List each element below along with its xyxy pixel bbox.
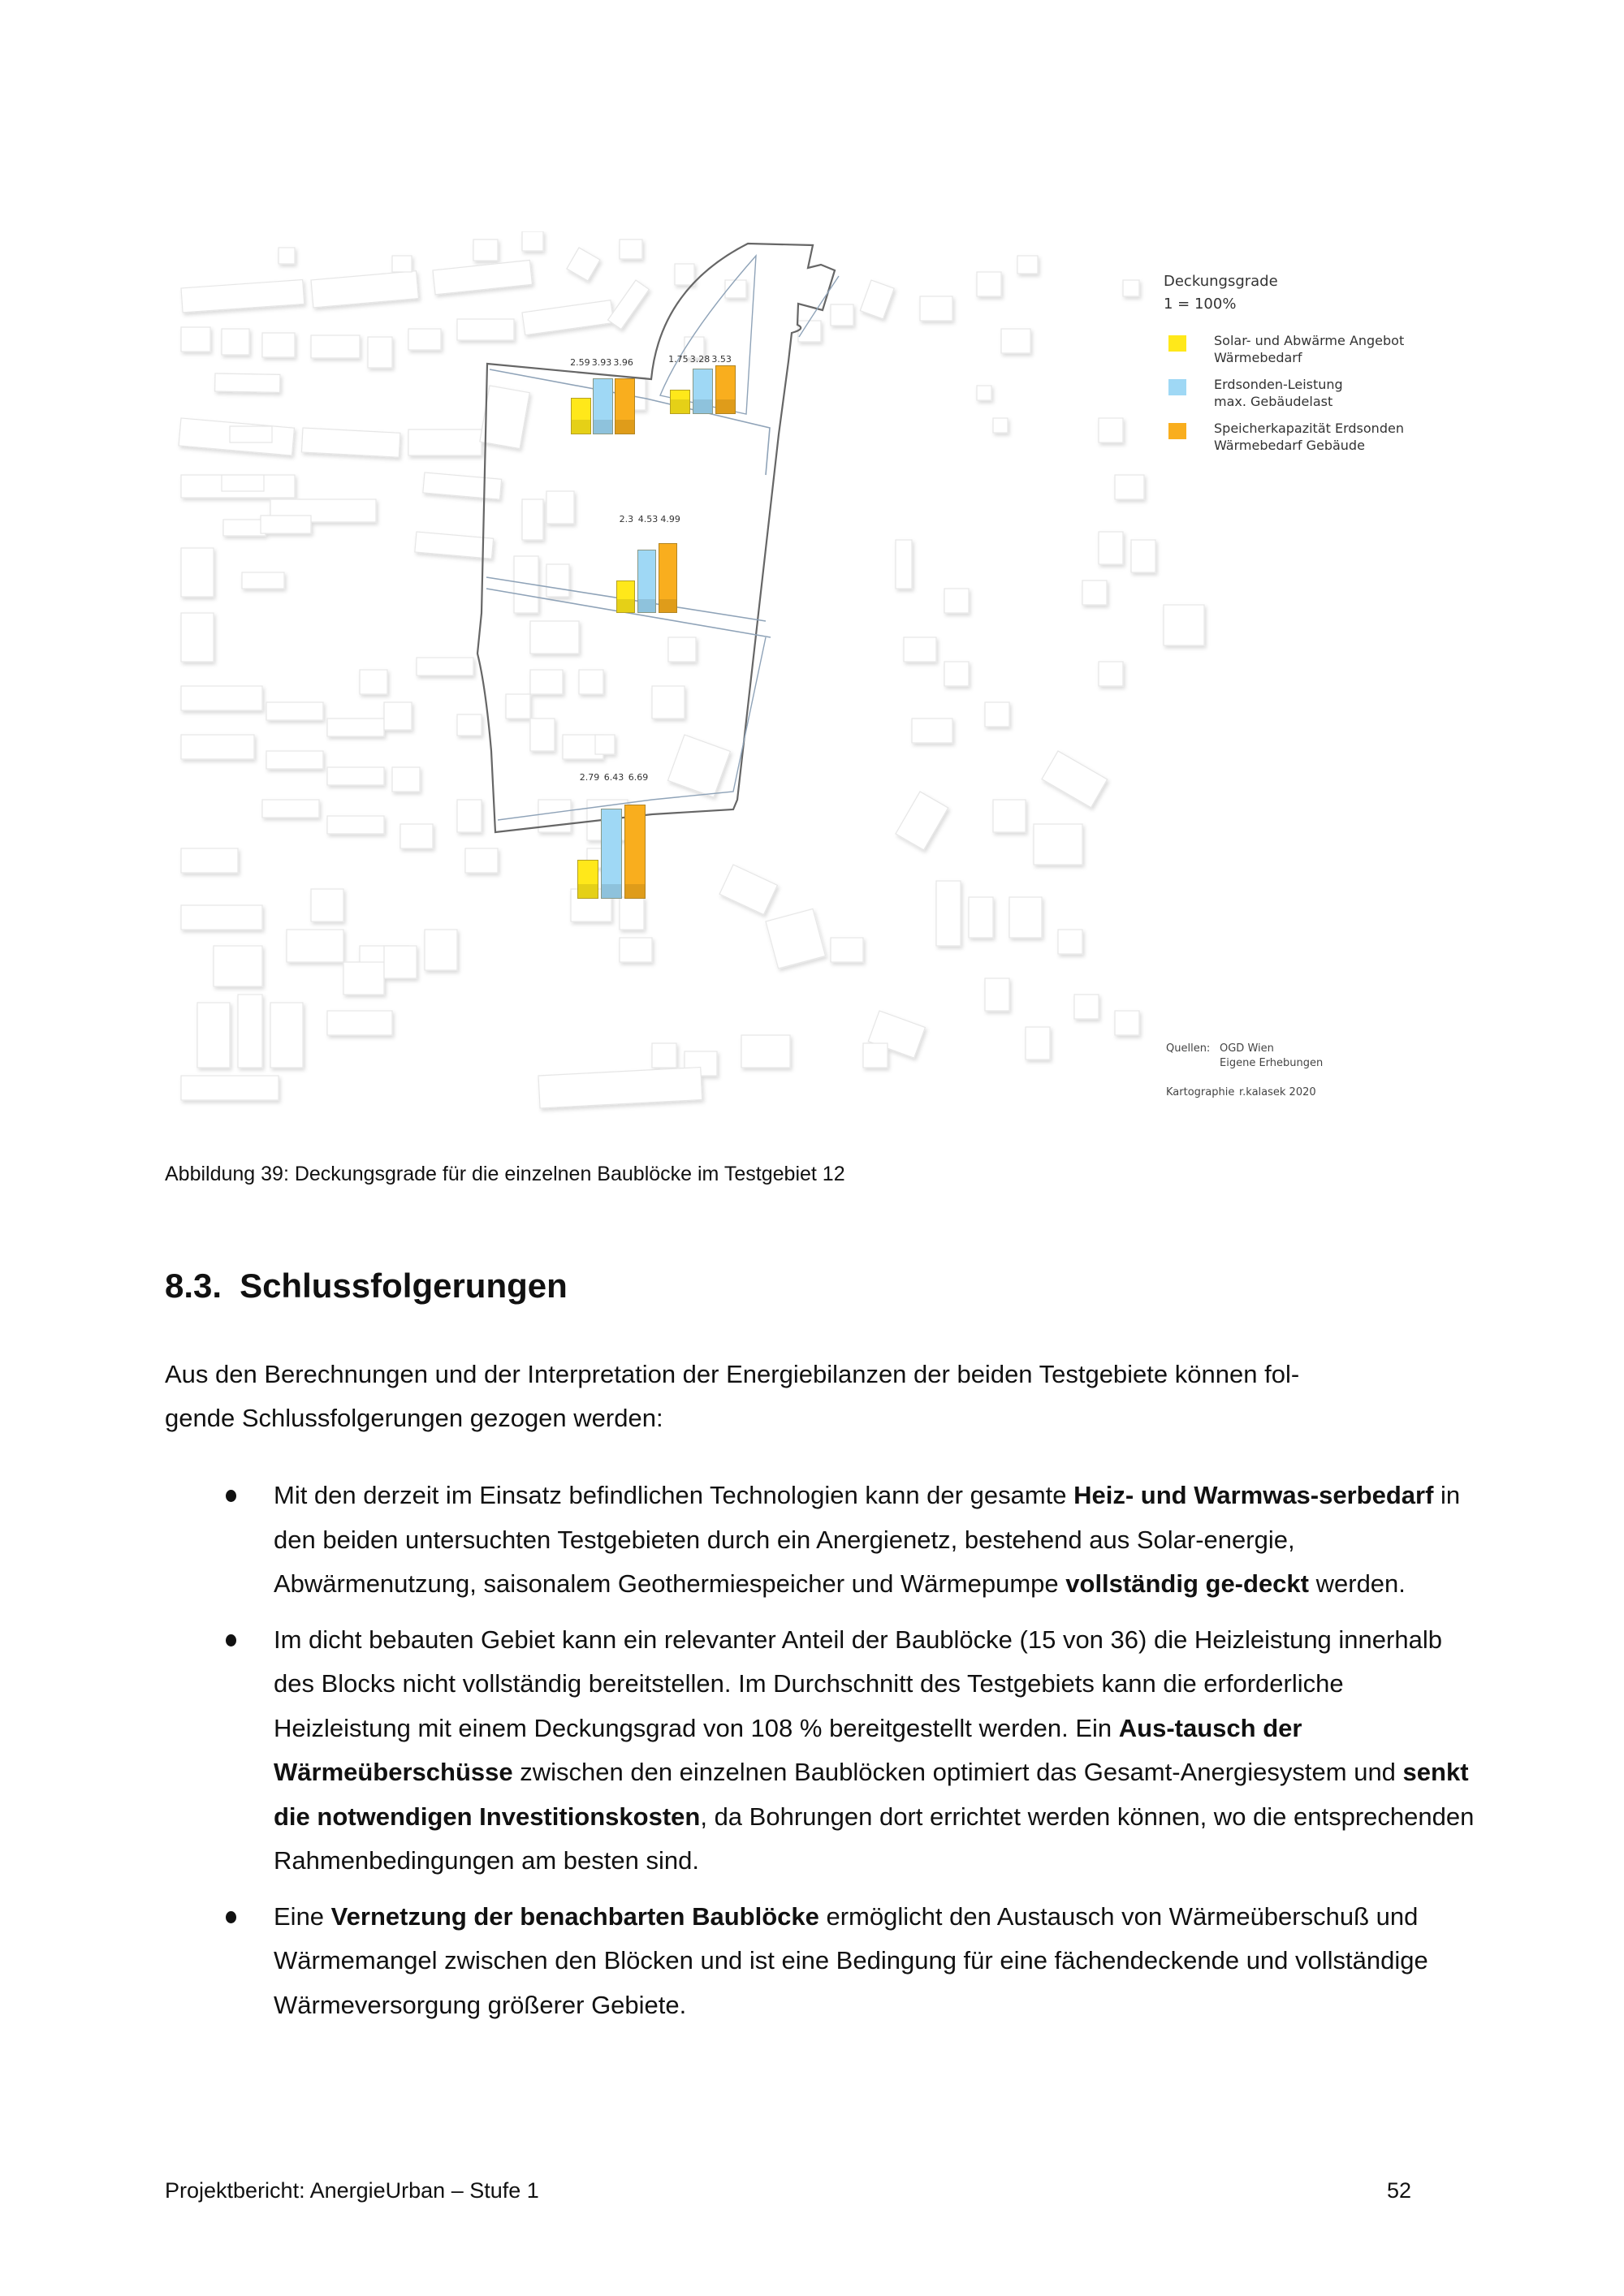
legend-label: Wärmebedarf bbox=[1214, 350, 1302, 365]
bar-speicher bbox=[715, 365, 736, 414]
bar-erdsonden bbox=[593, 378, 613, 434]
text-run: , da Bohrungen dort errichtet werden können, wo die entsprechenden Rahmenbedingungen am besten sind. bbox=[274, 1802, 1475, 1875]
figure-caption: Abbildung 39: Deckungsgrade für die einzelnen Baublöcke im Testgebiet 12 bbox=[165, 1163, 845, 1185]
legend-swatch-yellow bbox=[1168, 335, 1186, 352]
text-run: werden. bbox=[1309, 1569, 1406, 1598]
bar-solar bbox=[616, 580, 635, 613]
list-item bbox=[165, 1895, 1480, 2028]
text-run: zwischen den einzelnen Baublöcken optimiert das Gesamt-Anergiesystem und bbox=[512, 1758, 1403, 1786]
bullet-icon bbox=[226, 1911, 236, 1923]
bar-group-block-south bbox=[577, 772, 649, 899]
bullet-icon bbox=[226, 1634, 236, 1646]
intro-paragraph bbox=[165, 1353, 1464, 1440]
sources-line1: OGD Wien bbox=[1220, 1042, 1274, 1055]
intro-line: gende Schlussfolgerungen gezogen werden: bbox=[165, 1404, 663, 1432]
legend-swatch-orange bbox=[1168, 423, 1186, 439]
kartographie-label: Kartographie bbox=[1166, 1086, 1235, 1098]
legend-subtitle: 1 = 100% bbox=[1164, 296, 1237, 313]
bar-label: 1.75 bbox=[668, 354, 689, 365]
bar-label: 6.69 bbox=[628, 772, 649, 783]
sources-line2: Eigene Erhebungen bbox=[1220, 1057, 1324, 1069]
map-figure bbox=[165, 231, 1462, 1115]
section-heading bbox=[165, 1267, 568, 1306]
text-run: Im dicht bebauten Gebiet kann ein relevanter Anteil der Baublöcke (15 von 36) die Heizleistung innerhalb des Blocks nicht vollständig bereitstellen. Im Durchschnitt des Testgebiets kann die erforderliche Heizleistung mit einem Deckungsgrad von 108 % bereitgestellt werden. Ein bbox=[274, 1625, 1442, 1742]
bar-label: 2.3 bbox=[619, 514, 634, 524]
bar-label: 6.43 bbox=[603, 772, 624, 783]
kartographie-value: r.kalasek 2020 bbox=[1239, 1086, 1316, 1098]
bold-text-run: senkt die notwendigen Investitionskosten bbox=[274, 1758, 1469, 1831]
legend-label: max. Gebäudelast bbox=[1214, 394, 1333, 409]
list-item bbox=[165, 1474, 1480, 1607]
text-run: ermöglicht den Austausch von Wärmeüberschuß und Wärmemangel zwischen den Blöcken und ist eine Bedingung für eine fächendeckende und vollständige Wärmeversorgung größerer Gebiete. bbox=[274, 1901, 1428, 2019]
bold-text-run: Aus-tausch der Wärmeüberschüsse bbox=[274, 1713, 1302, 1786]
legend-label: Wärmebedarf Gebäude bbox=[1214, 438, 1365, 453]
bar-group-block-north bbox=[570, 357, 636, 434]
legend-swatch-blue bbox=[1168, 379, 1186, 395]
bold-text-run: Heiz- und Warmwas-serbedarf bbox=[1073, 1481, 1434, 1509]
section-title: Schlussfolgerungen bbox=[240, 1267, 568, 1305]
bar-label: 3.93 bbox=[591, 357, 612, 368]
bar-speicher bbox=[615, 378, 635, 434]
bar-label: 3.53 bbox=[711, 354, 732, 365]
legend-item-speicher bbox=[1164, 420, 1456, 454]
list-item bbox=[165, 1618, 1480, 1884]
bold-text-run: Vernetzung der benachbarten Baublöcke bbox=[330, 1901, 819, 1931]
bar-group-block-middle bbox=[616, 514, 681, 613]
section-number: 8.3. bbox=[165, 1267, 222, 1305]
bar-solar bbox=[571, 398, 591, 434]
text-run: in den beiden untersuchten Testgebieten durch ein Anergienetz, bestehend aus Solar-energie, Abwärmenutzung, saisonalem Geothermiespeicher und Wärmepumpe bbox=[274, 1481, 1461, 1598]
bar-label: 2.79 bbox=[579, 772, 600, 783]
map-sources bbox=[1166, 1042, 1323, 1100]
bar-erdsonden bbox=[693, 369, 713, 414]
bar-label: 4.53 bbox=[637, 514, 659, 524]
bar-erdsonden bbox=[637, 550, 656, 613]
legend-label: Solar- und Abwärme Angebot bbox=[1214, 333, 1405, 348]
intro-line: Aus den Berechnungen und der Interpretation der Energiebilanzen der beiden Testgebiete können fol- bbox=[165, 1360, 1300, 1388]
legend-item-erdsonden bbox=[1164, 376, 1456, 410]
legend-label: Speicherkapazität Erdsonden bbox=[1214, 421, 1404, 436]
bar-solar bbox=[670, 390, 690, 414]
legend-label: Erdsonden-Leistung bbox=[1214, 377, 1343, 392]
sources-label: Quellen: bbox=[1166, 1042, 1211, 1055]
bar-group-block-northeast bbox=[668, 354, 735, 414]
map-legend bbox=[1164, 270, 1456, 464]
bar-speicher bbox=[659, 543, 677, 613]
conclusions-list bbox=[165, 1474, 1480, 2039]
bar-label: 4.99 bbox=[660, 514, 680, 524]
text-run: Mit den derzeit im Einsatz befindlichen Technologien kann der gesamte bbox=[274, 1481, 1074, 1509]
bar-label: 2.59 bbox=[570, 357, 590, 368]
legend-title: Deckungsgrade bbox=[1164, 273, 1278, 290]
text-run: Eine bbox=[274, 1901, 331, 1931]
bullet-icon bbox=[226, 1490, 236, 1502]
bar-speicher bbox=[624, 805, 646, 899]
bar-erdsonden bbox=[601, 809, 622, 899]
footer-report-title: Projektbericht: AnergieUrban – Stufe 1 bbox=[165, 2178, 539, 2203]
bold-text-run: vollständig ge-deckt bbox=[1065, 1569, 1309, 1598]
bar-label: 3.28 bbox=[689, 354, 710, 365]
legend-item-solar bbox=[1164, 332, 1456, 366]
page-number: 52 bbox=[1387, 2178, 1412, 2203]
bar-label: 3.96 bbox=[613, 357, 633, 368]
bar-solar bbox=[577, 860, 598, 899]
